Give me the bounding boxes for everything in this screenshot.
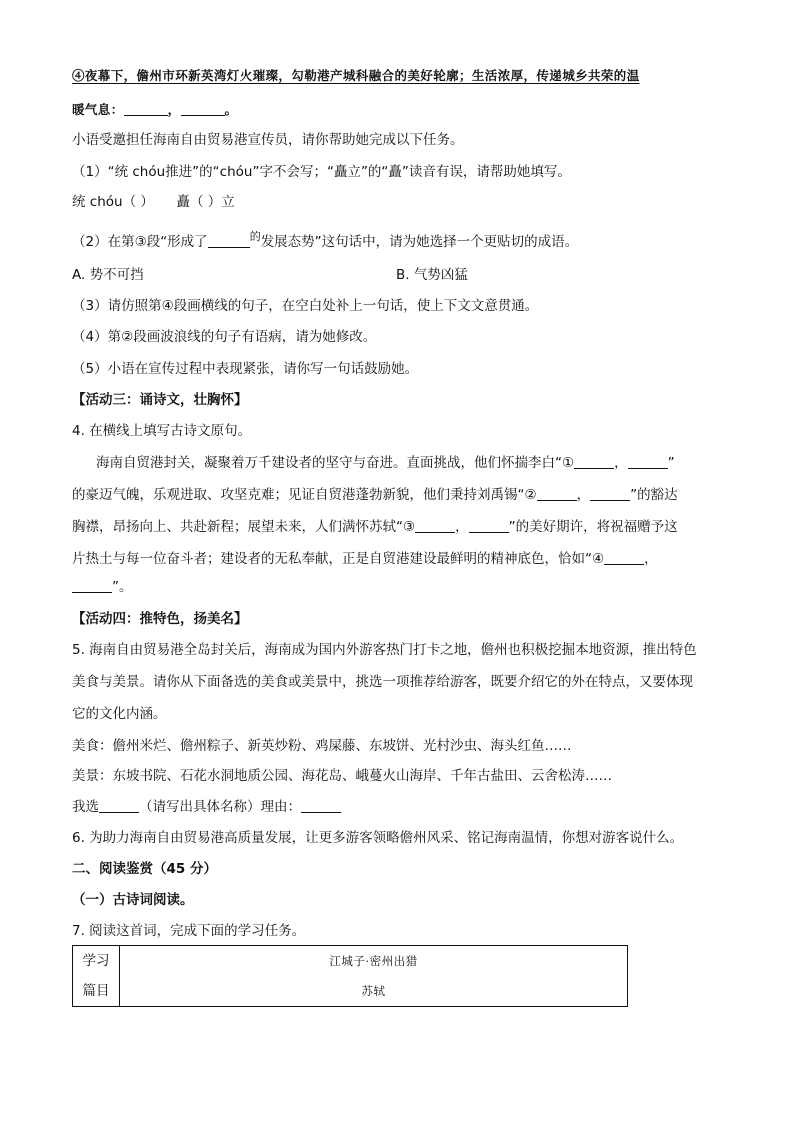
answer-blank[interactable] [208, 233, 250, 248]
answer-chu[interactable]: 矗（ ）立 [176, 194, 235, 210]
question-4-title: 4. 在横线上填写古诗文原句。 [72, 423, 252, 439]
table-label [73, 946, 120, 1007]
q4-line1 [96, 453, 675, 473]
choice-blank[interactable] [99, 798, 139, 813]
answer-blank[interactable] [469, 518, 509, 533]
q4-line2 [72, 485, 678, 505]
sub-question-4: （4）第②段画波浪线的句子有语病，请为她修改。 [72, 329, 377, 345]
quote-mark: ” [667, 455, 675, 471]
sub-question-1-answers [72, 192, 235, 212]
comma: ， [644, 551, 658, 567]
q5-line3: 它的文化内涵。 [72, 706, 167, 722]
poem-author: 苏轼 [361, 984, 386, 998]
q4-text: 胸襟，昂扬向上、共赴新程；展望未来，人们满怀苏轼“③ [72, 519, 416, 535]
comma: ， [614, 455, 628, 471]
sub-question-2 [72, 232, 578, 253]
sub-question-2-small: 的 [249, 230, 261, 243]
activity-4-heading: 【活动四：推特色，扬美名】 [72, 611, 248, 627]
q5-line2: 美食与美景。请你从下面备选的美食或美景中，挑选一项推荐给游客，既要介绍它的外在特点，又要体现 [72, 674, 693, 690]
answer-blank[interactable] [628, 454, 668, 469]
para4-prefix: 暖气息： [72, 102, 124, 117]
q5-line1: 5. 海南自由贸易港全岛封关后，海南成为国内外游客热门打卡之地，儋州也积极挖掘本地资源，推出特色 [72, 642, 697, 658]
q4-line3 [72, 517, 678, 537]
poem-cell [120, 946, 628, 1007]
option-a[interactable]: A. 势不可挡 [72, 267, 144, 283]
q4-text: 海南自贸港封关，凝聚着万千建设者的坚守与奋进。直面挑战，他们怀揣李白“① [96, 455, 575, 471]
food-list: 美食：儋州米烂、儋州粽子、新英炒粉、鸡屎藤、东坡饼、光村沙虫、海头红鱼…… [72, 738, 572, 754]
q4-line4 [72, 549, 658, 569]
answer-blank[interactable] [537, 486, 577, 501]
label-bottom: 篇目 [82, 983, 110, 999]
q4-text: ”的豁达 [630, 487, 678, 503]
separator: ， [167, 102, 181, 117]
answer-blank[interactable] [181, 101, 225, 116]
intro-text: 小语受邀担任海南自由贸易港宣传员，请你帮助她完成以下任务。 [72, 132, 464, 148]
q4-line5 [72, 577, 133, 597]
sub-question-1: （1）“统 chóu推进”的“chóu”字不会写；“矗立”的“矗”读音有误，请帮助她填写。 [72, 164, 571, 180]
quote-end: ”。 [112, 579, 133, 595]
option-b[interactable]: B. 气势凶猛 [396, 267, 468, 283]
para4-underlined-text: ④夜幕下，儋州市环新英湾灯火璀璨，勾勒港产城科融合的美好轮廓；生活浓厚，传递城乡共荣的温 [72, 68, 640, 83]
comma: ， [576, 487, 591, 503]
poem-title: 江城子·密州出猎 [329, 954, 418, 968]
q5-answer-line [72, 797, 341, 817]
para4-line2 [72, 100, 237, 120]
section-2-heading: 二、阅读鉴赏（45 分） [72, 861, 217, 877]
answer-blank[interactable] [415, 518, 455, 533]
reason-label: （请写出具体名称）理由： [139, 799, 301, 815]
answer-blank[interactable] [590, 486, 630, 501]
activity-3-heading: 【活动三：诵诗文，壮胸怀】 [72, 392, 248, 408]
answer-blank[interactable] [604, 550, 644, 565]
question-6: 6. 为助力海南自由贸易港高质量发展，让更多游客领略儋州风采、铭记海南温情，你想对游客说什么。 [72, 830, 684, 846]
sub-question-2-text: （2）在第③段“形成了 [72, 234, 208, 250]
answer-chou[interactable]: 统 chóu（ ） [72, 194, 154, 210]
question-7: 7. 阅读这首词，完成下面的学习任务。 [72, 923, 306, 939]
answer-blank[interactable] [574, 454, 614, 469]
sub-question-3: （3）请仿照第④段画横线的句子，在空白处补上一句话，使上下文文意贯通。 [72, 298, 539, 314]
comma: ， [455, 519, 469, 535]
label-top: 学习 [82, 953, 110, 969]
q4-text: 的豪迈气魄，乐观进取、攻坚克难；见证自贸港蓬勃新貌，他们秉持刘禹锡“② [72, 487, 537, 503]
q4-text: 片热土与每一位奋斗者；建设者的无私奉献，正是自贸港建设最鲜明的精神底色，恰如“④ [72, 551, 605, 567]
q4-text: ”的美好期许，将祝福赠予这 [508, 519, 678, 535]
choose-label: 我选 [72, 799, 99, 815]
answer-blank[interactable] [124, 101, 168, 116]
sub-section-heading: （一）古诗词阅读。 [72, 892, 194, 908]
scenery-list: 美景：东坡书院、石花水洞地质公园、海花岛、峨蔓火山海岸、千年古盐田、云舍松涛…… [72, 768, 612, 784]
answer-blank[interactable] [72, 578, 112, 593]
para4-line1 [72, 66, 640, 86]
sub-question-5: （5）小语在宣传过程中表现紧张，请你写一句话鼓励她。 [72, 361, 419, 377]
period: 。 [224, 102, 238, 117]
sub-question-2-text-end: 发展态势”这句话中，请为她选择一个更贴切的成语。 [260, 234, 579, 250]
study-table [72, 945, 628, 1007]
reason-blank[interactable] [301, 798, 341, 813]
